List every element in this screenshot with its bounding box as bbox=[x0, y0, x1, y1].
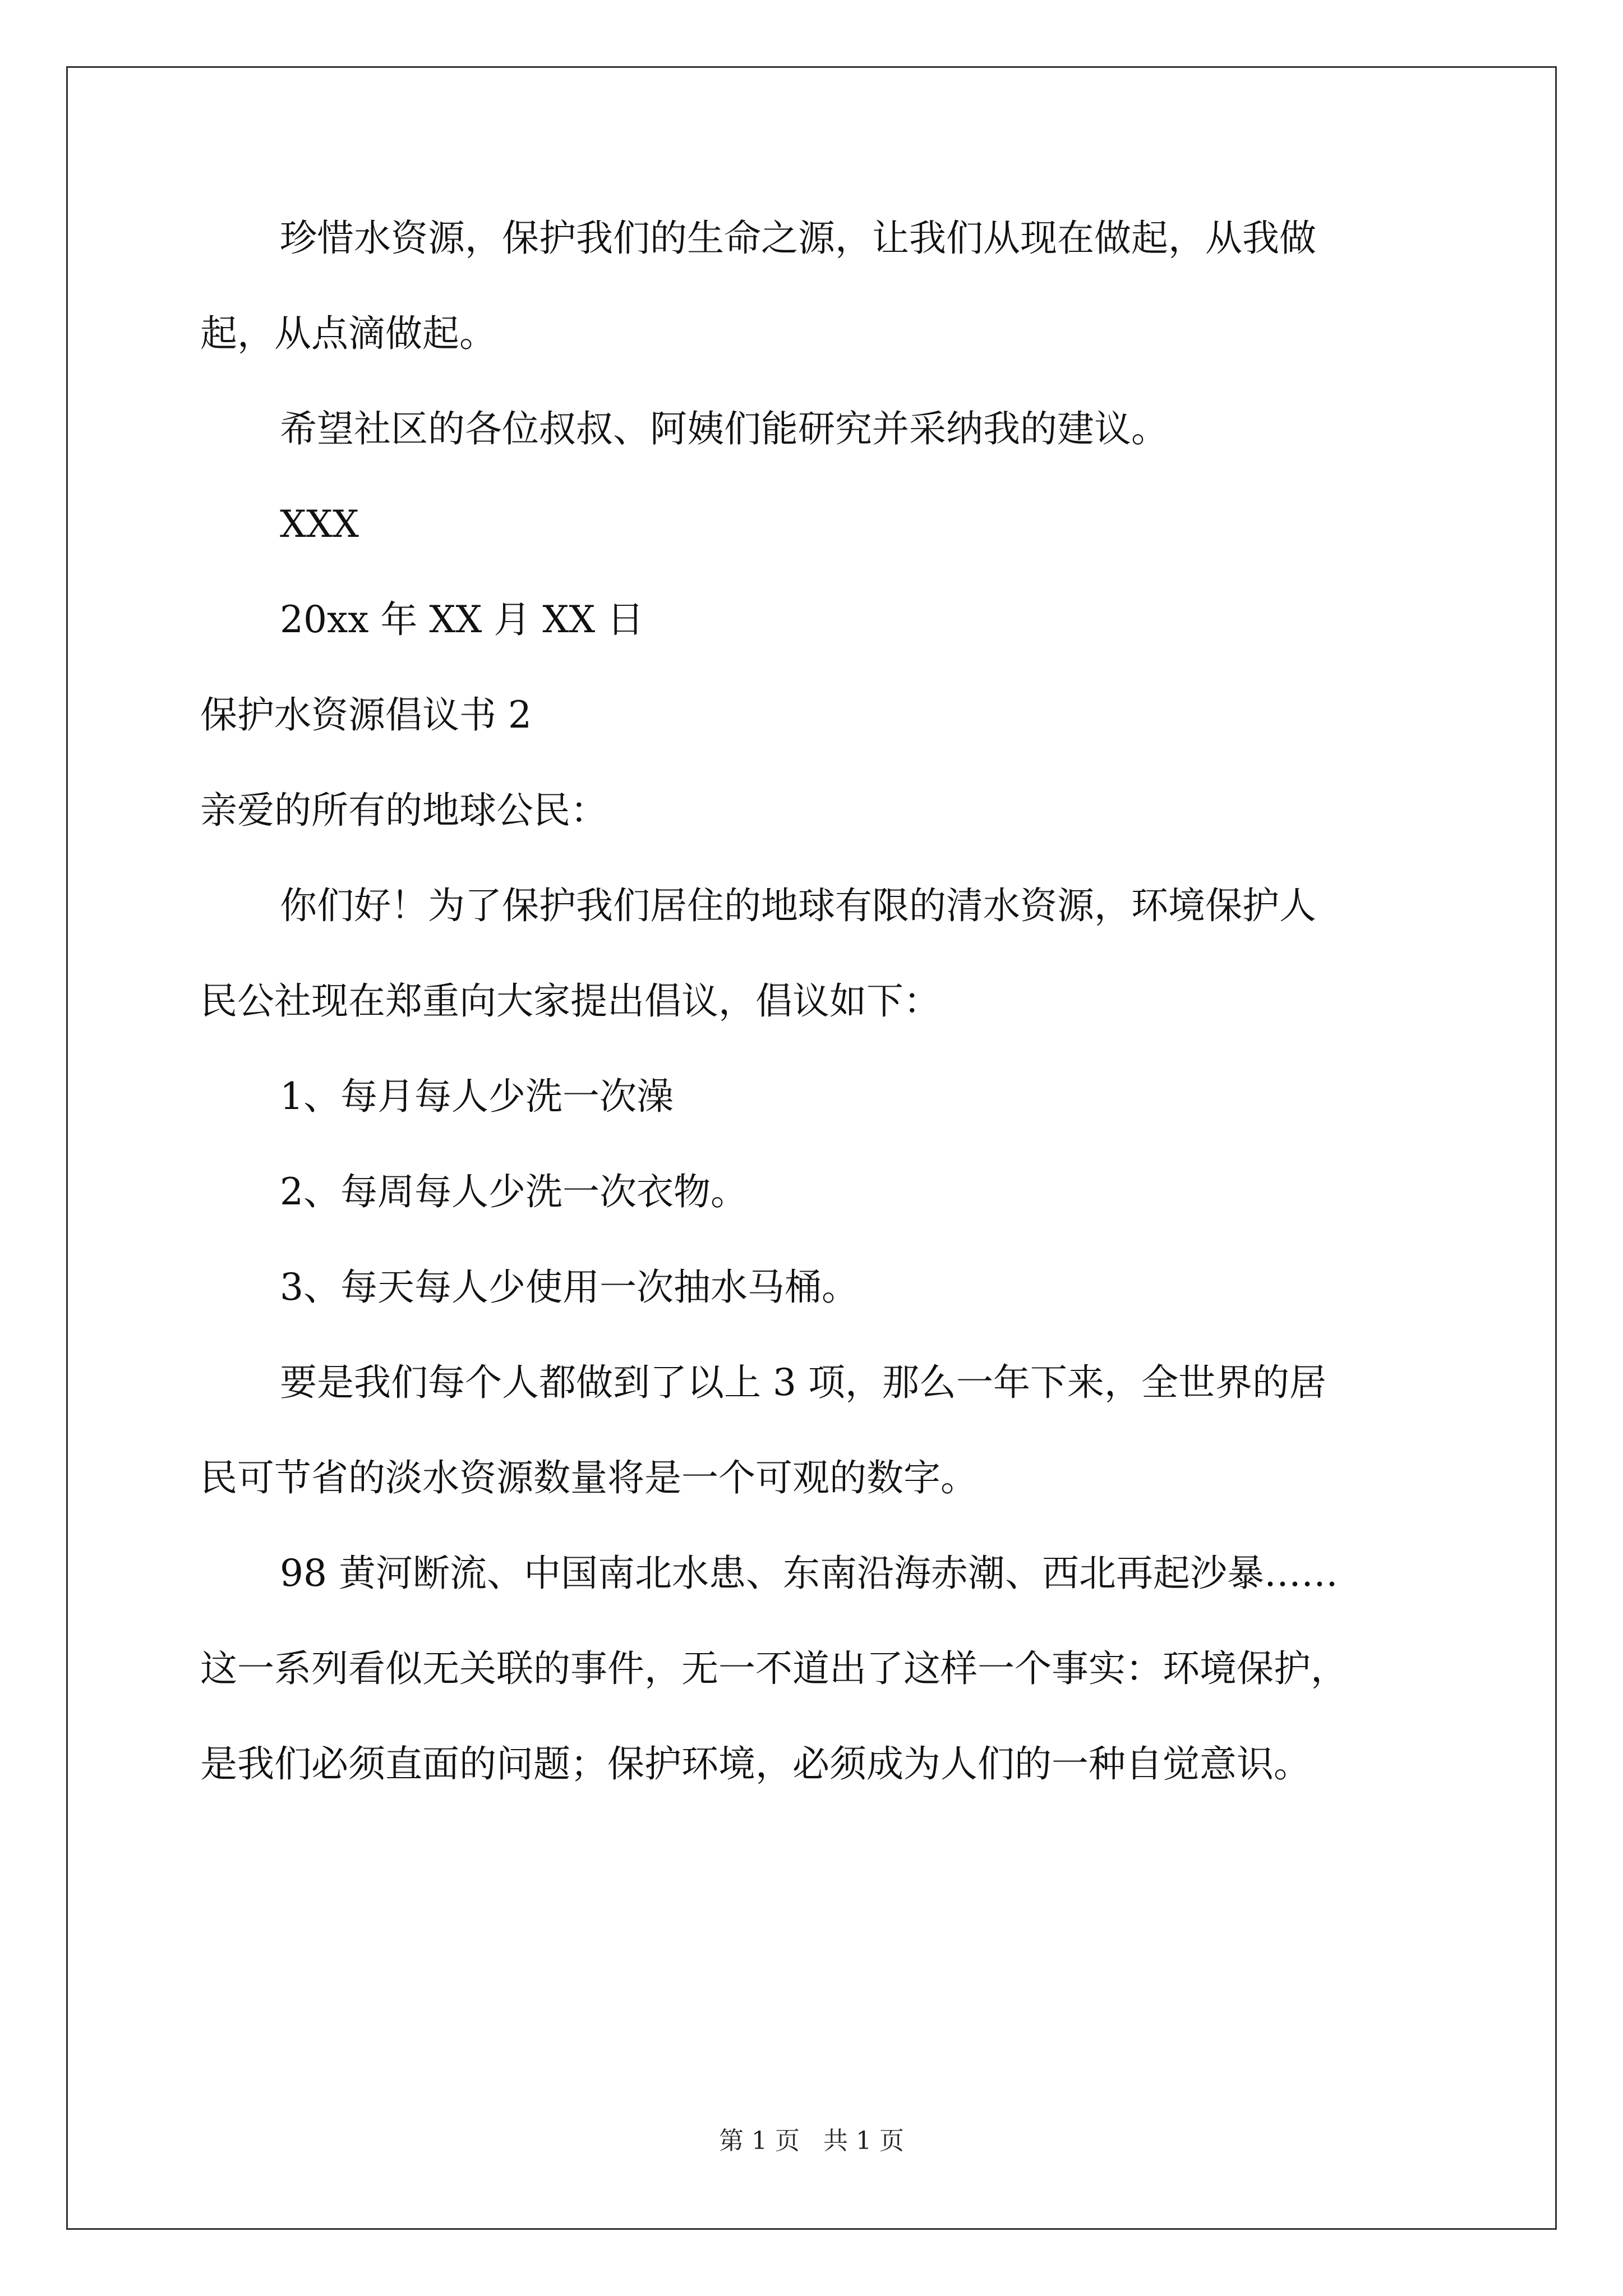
list-item: 2、每周每人少洗一次衣物。 bbox=[280, 1170, 748, 1213]
signature-name: XXX bbox=[280, 503, 359, 546]
page-footer bbox=[0, 2120, 1623, 2156]
paragraph-line: 民公社现在郑重向大家提出倡议，倡议如下： bbox=[200, 979, 940, 1023]
list-item: 3、每天每人少使用一次抽水马桶。 bbox=[280, 1266, 859, 1309]
paragraph-line: 你们好！为了保护我们居住的地球有限的清水资源，环境保护人 bbox=[280, 884, 1316, 927]
list-item: 1、每月每人少洗一次澡 bbox=[280, 1075, 674, 1118]
paragraph-line: 起，从点滴做起。 bbox=[200, 312, 496, 355]
paragraph-line: 98 黄河断流、中国南北水患、东南沿海赤潮、西北再起沙暴…… bbox=[280, 1552, 1338, 1595]
paragraph-line: 珍惜水资源，保护我们的生命之源，让我们从现在做起，从我做 bbox=[280, 217, 1316, 260]
page-total: 共 1 页 bbox=[823, 2127, 904, 2155]
paragraph-line: 是我们必须直面的问题；保护环境，必须成为人们的一种自觉意识。 bbox=[200, 1742, 1311, 1786]
document-body bbox=[200, 191, 1434, 1812]
page-number: 第 1 页 bbox=[719, 2127, 800, 2155]
signature-date: 20xx 年 XX 月 XX 日 bbox=[280, 598, 644, 641]
paragraph-line: 希望社区的各位叔叔、阿姨们能研究并采纳我的建议。 bbox=[280, 407, 1168, 450]
paragraph-line: 民可节省的淡水资源数量将是一个可观的数字。 bbox=[200, 1456, 978, 1499]
salutation: 亲爱的所有的地球公民： bbox=[200, 789, 607, 832]
paragraph-line: 要是我们每个人都做到了以上 3 项，那么一年下来，全世界的居 bbox=[280, 1361, 1326, 1404]
section-title: 保护水资源倡议书 2 bbox=[200, 693, 532, 737]
paragraph-line: 这一系列看似无关联的事件，无一不道出了这样一个事实：环境保护， bbox=[200, 1647, 1348, 1690]
